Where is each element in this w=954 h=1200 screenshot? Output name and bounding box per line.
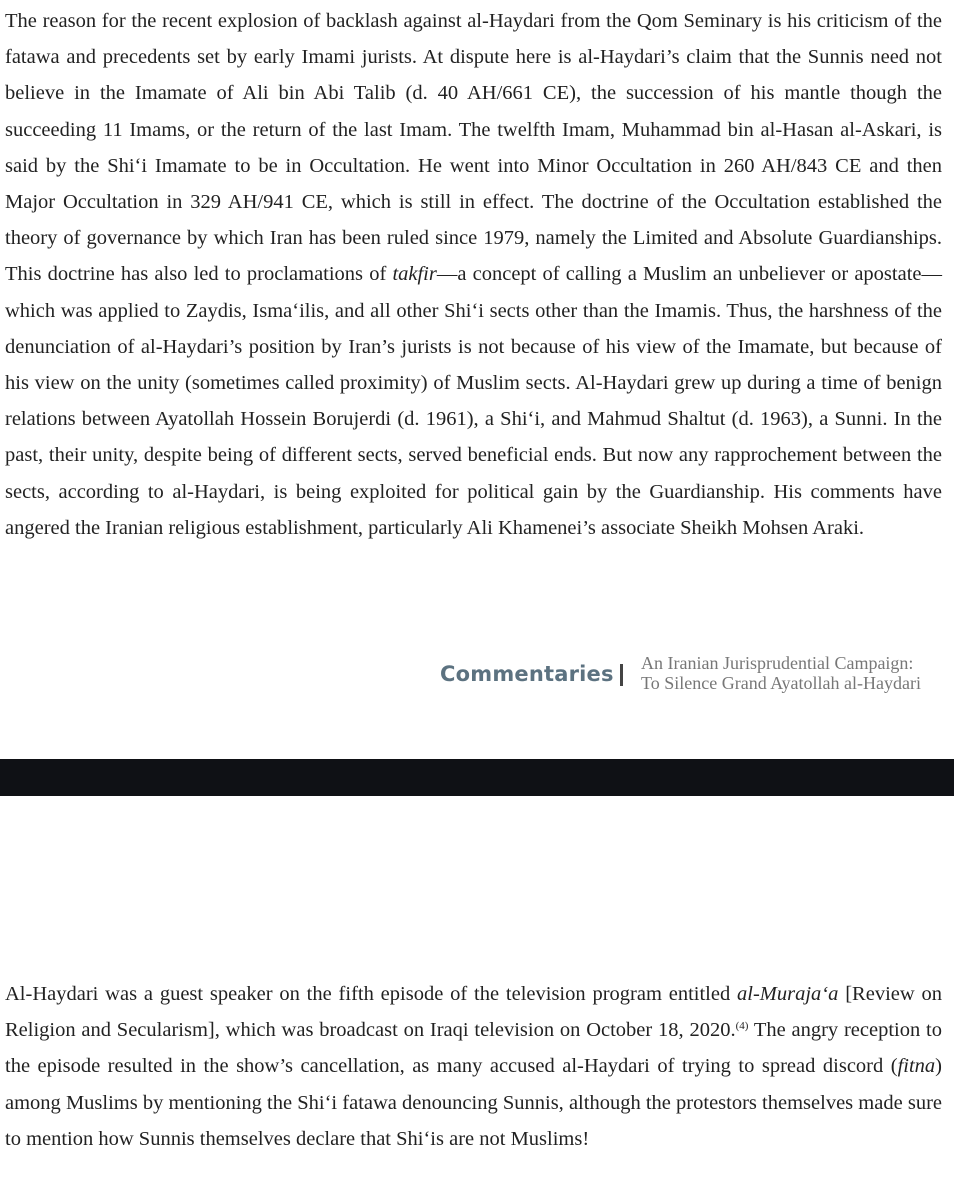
article-title-line-2: To Silence Grand Ayatollah al-Haydari	[641, 673, 921, 693]
paragraph-text: Al-Haydari was a guest speaker on the fifth episode of the television program entitled	[5, 983, 738, 1005]
body-paragraph-2	[5, 976, 942, 1157]
italic-program-title: al-Muraja‘a	[737, 983, 839, 1005]
body-paragraph-1	[5, 3, 942, 546]
italic-term-takfir: takfir	[392, 263, 437, 286]
paragraph-text: [Review on Religion and Secularism], which was broadcast on Iraqi television on October 18, 2020.	[5, 983, 942, 1042]
paragraph-text: —a concept of calling a Muslim an unbeliever or apostate—which was applied to Zaydis, Isma‘ilis, and all other Shi‘i sects other than the Imamis. Thus, the harshness of the denunciation of al-Haydari’s position by Iran’s jurists is not because of his view of the Imamate, but because of his view on the unity (sometimes called proximity) of Muslim sects. Al-Haydari grew up during a time of benign relations between Ayatollah Hossein Borujerdi (d. 1961), a Shi‘i, and Mahmud Shaltut (d. 1963), a Sunni. In the past, their unity, despite being of different sects, served beneficial ends. But now any rapprochement between the sects, according to al-Haydari, is being exploited for political gain by the Guardianship. His comments have angered the Iranian religious establishment, particularly Ali Khamenei’s associate Sheikh Mohsen Araki.	[5, 263, 942, 539]
running-footer	[440, 653, 954, 701]
paragraph-text: The reason for the recent explosion of backlash against al-Haydari from the Qom Seminary is his criticism of the fatawa and precedents set by early Imami jurists. At dispute here is al-Haydari’s claim that the Sunnis need not believe in the Imamate of Ali bin Abi Talib (d. 40 AH/661 CE), the succession of his mantle though the succeeding 11 Imams, or the return of the last Imam. The twelfth Imam, Muhammad bin al-Hasan al-Askari, is said by the Shi‘i Imamate to be in Occultation. He went into Minor Occultation in 260 AH/843 CE and then Major Occultation in 329 AH/941 CE, which is still in effect. The doctrine of the Occultation established the theory of governance by which Iran has been ruled since 1979, namely the Limited and Absolute Guardianships. This doctrine has also led to proclamations of	[5, 10, 942, 286]
italic-term-fitna: fitna	[897, 1055, 936, 1078]
footer-separator	[620, 664, 623, 686]
section-label: Commentaries	[440, 662, 614, 686]
paragraph-text: ) among Muslims by mentioning the Shi‘i fatawa denouncing Sunnis, although the protestors themselves made sure to mention how Sunnis themselves declare that Shi‘is are not Muslims!	[5, 1055, 942, 1150]
article-title-line-1: An Iranian Jurisprudential Campaign:	[641, 653, 914, 673]
paragraph-text: The angry reception to the episode resulted in the show’s cancellation, as many accused al-Haydari of trying to spread discord (	[5, 1019, 942, 1078]
footnote-reference[interactable]: (4)	[735, 1020, 749, 1033]
article-title	[641, 653, 921, 693]
page-break-band	[0, 759, 954, 796]
